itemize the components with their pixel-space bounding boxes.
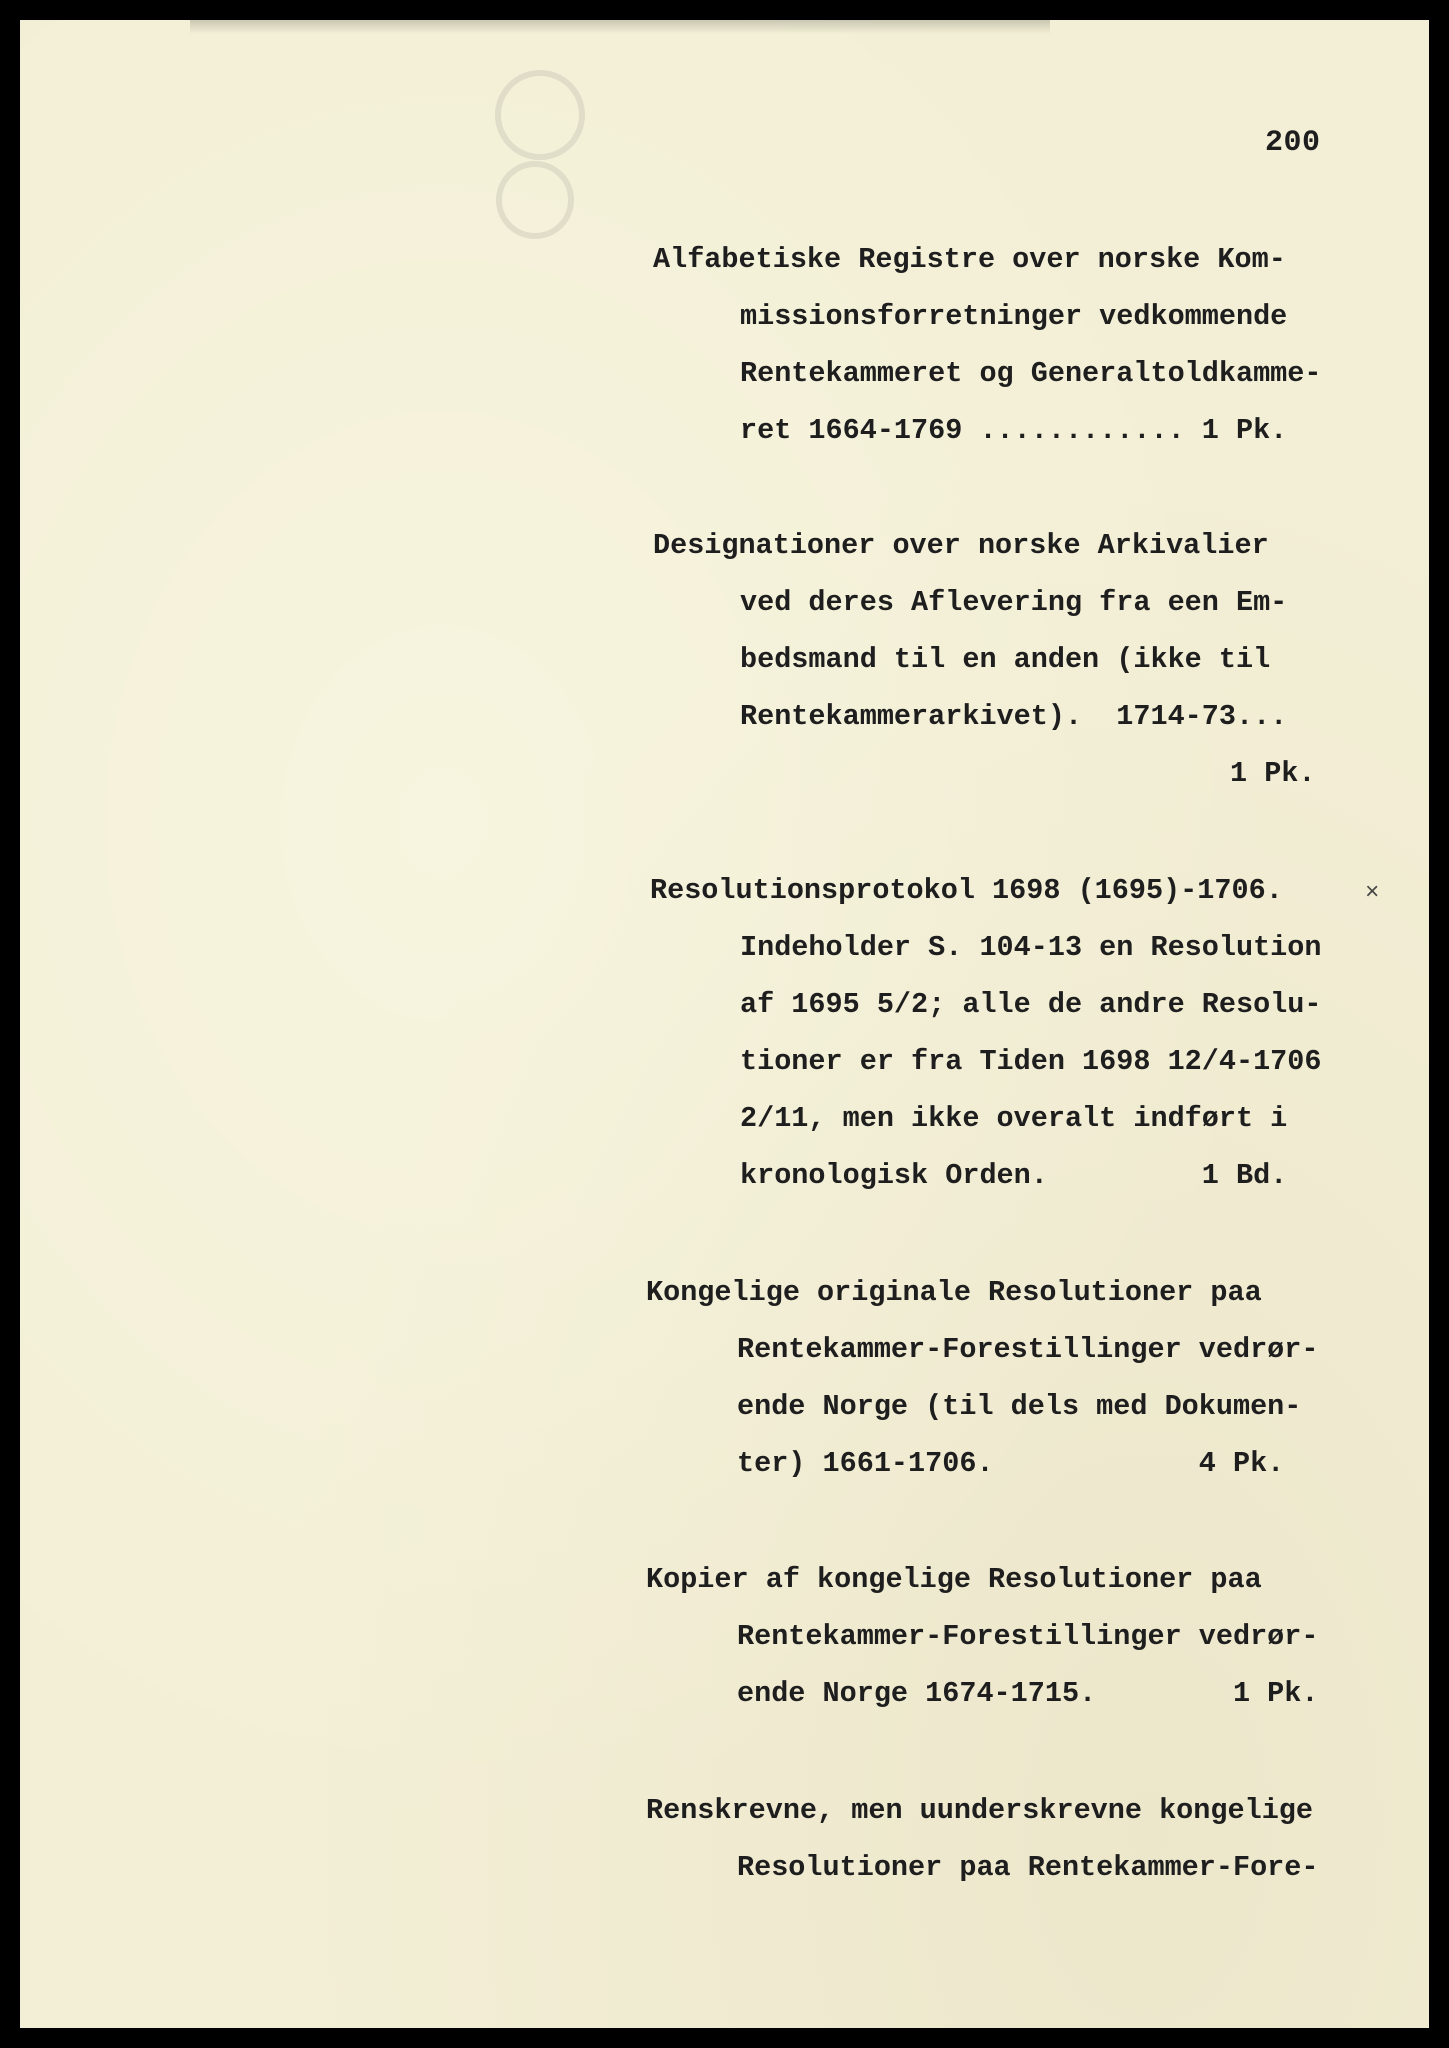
entry-line: Kongelige originale Resolutioner paa — [646, 1276, 1262, 1309]
entry-line: tioner er fra Tiden 1698 12/4-1706 — [740, 1045, 1322, 1078]
entry-line: kronologisk Orden. 1 Bd. — [740, 1159, 1288, 1192]
entry-line: ter) 1661-1706. 4 Pk. — [737, 1447, 1285, 1480]
entry-line: Rentekammer-Forestillinger vedrør- — [737, 1620, 1319, 1653]
entry-line: ved deres Aflevering fra een Em- — [740, 586, 1288, 619]
entry-line: ende Norge (til dels med Dokumen- — [737, 1390, 1302, 1423]
entry-line: ende Norge 1674-1715. 1 Pk. — [737, 1677, 1319, 1710]
entry-line: Kopier af kongelige Resolutioner paa — [646, 1563, 1262, 1596]
entry-line: missionsforretninger vedkommende — [740, 300, 1288, 333]
entry-line: Indeholder S. 104-13 en Resolution — [740, 931, 1322, 964]
entry-line: bedsmand til en anden (ikke til — [740, 643, 1271, 676]
entry-line: Designationer over norske Arkivalier — [653, 529, 1269, 562]
page-number: 200 — [1265, 126, 1321, 160]
entry-line: 2/11, men ikke overalt indført i — [740, 1102, 1288, 1135]
margin-cross-mark: × — [1365, 880, 1380, 907]
entry-line: 1 Pk. — [1230, 757, 1316, 790]
entry-line: Renskrevne, men uunderskrevne kongelige — [646, 1794, 1314, 1827]
entry-line: af 1695 5/2; alle de andre Resolu- — [740, 988, 1322, 1021]
entry-line: Resolutioner paa Rentekammer-Fore- — [737, 1851, 1319, 1884]
document-page — [20, 20, 1429, 2028]
entry-line: Rentekammeret og Generaltoldkamme- — [740, 357, 1322, 390]
entry-line: Rentekammer-Forestillinger vedrør- — [737, 1333, 1319, 1366]
scan-edge-smudge — [190, 20, 1050, 34]
entry-line: Resolutionsprotokol 1698 (1695)-1706. — [650, 874, 1283, 907]
entry-line: ret 1664-1769 ............ 1 Pk. — [740, 414, 1288, 447]
bleed-through-ghost — [480, 60, 630, 240]
entry-line: Rentekammerarkivet). 1714-73... — [740, 700, 1288, 733]
entry-line: Alfabetiske Registre over norske Kom- — [653, 243, 1286, 276]
